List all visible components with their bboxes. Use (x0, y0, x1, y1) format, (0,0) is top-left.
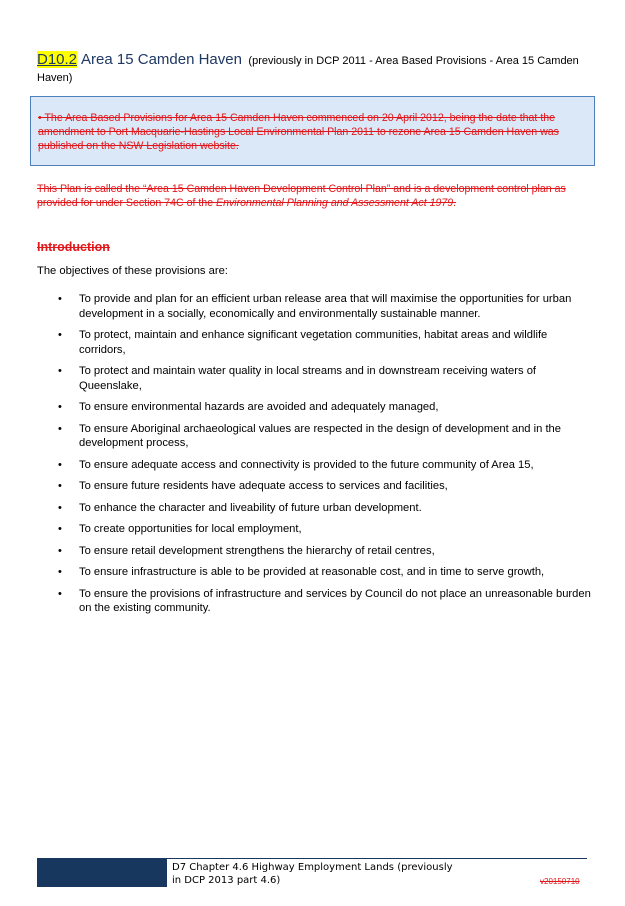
bullet-icon: • (58, 523, 62, 535)
footer-line-1: D7 Chapter 4.6 Highway Employment Lands (previously (172, 862, 453, 873)
list-item (37, 544, 597, 559)
list-item (37, 587, 597, 616)
bullet-icon: • (58, 501, 62, 514)
plan-name-statement (37, 182, 577, 210)
list-item (37, 400, 597, 415)
objective-text: To ensure the provisions of infrastructure and services by Council do not place an unreasonable burden on the existing community. (79, 587, 591, 614)
footer-rule (167, 858, 587, 859)
footer-chapter-label (172, 861, 492, 887)
bullet-icon: • (58, 422, 62, 435)
section-number: D10.2 (37, 51, 78, 68)
footer-color-block (37, 858, 167, 887)
list-item (37, 522, 597, 537)
objective-text: To ensure future residents have adequate access to services and facilities, (79, 480, 448, 492)
list-item (37, 565, 597, 580)
bullet-icon: • (58, 329, 62, 341)
objectives-lead: The objectives of these provisions are: (37, 265, 228, 277)
objective-text: To protect, maintain and enhance significant vegetation communities, habitat areas and wildlife corridors, (79, 329, 548, 356)
objective-text: To ensure adequate access and connectivity is provided to the future community of Area 15, (79, 458, 534, 471)
objective-text: To ensure Aboriginal archaeological values are respected in the design of development and in the development process, (79, 422, 561, 449)
commencement-note-text: • The Area Based Provisions for Area 15 Camden Haven commenced on 20 April 2012, being the date that the amendment to Port Macquarie-Hastings Local Environmental Plan 2011 to rezone Area 15 Camden Haven was published on the NSW Legislation website. (38, 112, 559, 152)
bullet-icon: • (58, 587, 62, 600)
introduction-heading: Introduction (37, 240, 110, 254)
bullet-icon: • (58, 480, 62, 492)
section-subtitle: (previously in DCP 2011 - Area Based Provisions - Area 15 Camden Haven) (37, 55, 579, 84)
plan-statement-text: This Plan is called the “Area 15 Camden Haven Development Control Plan” and is a development control plan as provided for under Section 74C of the (37, 183, 566, 209)
list-item (37, 422, 597, 451)
objective-text: To provide and plan for an efficient urban release area that will maximise the opportunities for urban development in a socially, economically and environmentally sustainable manner. (79, 293, 572, 320)
bullet-icon: • (58, 365, 62, 377)
list-item (37, 458, 597, 473)
objectives-list (37, 292, 597, 623)
bullet-icon: • (58, 401, 62, 413)
bullet-icon: • (58, 293, 62, 305)
section-heading (37, 52, 597, 86)
footer-version: v20150710 (540, 877, 580, 886)
list-item (37, 292, 597, 321)
objective-text: To protect and maintain water quality in local streams and in downstream receiving waters of Queenslake, (79, 365, 537, 392)
objective-text: To create opportunities for local employment, (79, 523, 302, 535)
list-item (37, 364, 597, 393)
act-name: Environmental Planning and Assessment Act 1979 (216, 197, 454, 209)
plan-statement-end: . (453, 197, 457, 209)
objective-text: To ensure retail development strengthens the hierarchy of retail centres, (79, 544, 435, 557)
objective-text: To ensure environmental hazards are avoided and adequately managed, (79, 401, 439, 413)
section-title: Area 15 Camden Haven (81, 51, 242, 68)
objective-text: To ensure infrastructure is able to be provided at reasonable cost, and in time to serve growth, (79, 566, 545, 578)
list-item (37, 328, 597, 357)
objective-text: To enhance the character and liveability of future urban development. (79, 501, 422, 514)
bullet-icon: • (58, 566, 62, 578)
list-item (37, 501, 597, 516)
bullet-icon: • (58, 544, 62, 557)
bullet-icon: • (58, 458, 62, 471)
footer-line-2: in DCP 2013 part 4.6) (172, 875, 281, 886)
commencement-note-box (30, 96, 595, 166)
list-item (37, 479, 597, 494)
